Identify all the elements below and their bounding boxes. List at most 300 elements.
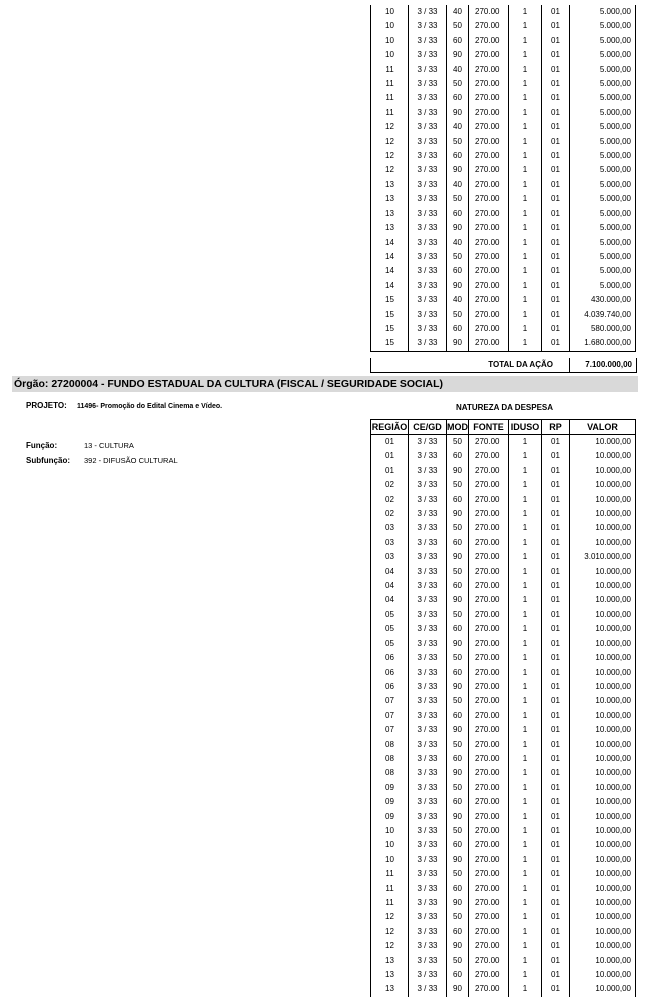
- cell-iduso: 1: [509, 521, 542, 535]
- cell-iduso: 1: [509, 192, 542, 206]
- cell-ce-gd: 3 / 33: [409, 637, 447, 651]
- cell-fonte: 270.00: [469, 738, 509, 752]
- cell-fonte: 270.00: [469, 954, 509, 968]
- cell-regiao: 14: [371, 279, 409, 293]
- cell-regiao: 10: [371, 853, 409, 867]
- table-row: [371, 550, 636, 564]
- cell-rp: 01: [542, 882, 570, 896]
- header-regiao: REGIÃO: [371, 420, 409, 435]
- cell-fonte: 270.00: [469, 149, 509, 163]
- cell-fonte: 270.00: [469, 135, 509, 149]
- cell-regiao: 04: [371, 593, 409, 607]
- table-row: [371, 867, 636, 881]
- cell-mod: 50: [447, 910, 469, 924]
- header-mod: MOD: [447, 420, 469, 435]
- header-fonte: FONTE: [469, 420, 509, 435]
- cell-regiao: 11: [371, 896, 409, 910]
- cell-rp: 01: [542, 781, 570, 795]
- cell-iduso: 1: [509, 279, 542, 293]
- table-row: [371, 464, 636, 478]
- cell-iduso: 1: [509, 120, 542, 134]
- cell-rp: 01: [542, 163, 570, 177]
- cell-rp: 01: [542, 264, 570, 278]
- cell-regiao: 12: [371, 939, 409, 953]
- table-row: [371, 322, 636, 336]
- projeto-line: [26, 401, 222, 410]
- cell-regiao: 14: [371, 236, 409, 250]
- cell-fonte: 270.00: [469, 565, 509, 579]
- cell-valor: 10.000,00: [570, 694, 636, 708]
- cell-mod: 90: [447, 939, 469, 953]
- cell-regiao: 12: [371, 120, 409, 134]
- cell-ce-gd: 3 / 33: [409, 795, 447, 809]
- cell-fonte: 270.00: [469, 550, 509, 564]
- cell-fonte: 270.00: [469, 536, 509, 550]
- cell-valor: 10.000,00: [570, 622, 636, 636]
- cell-regiao: 07: [371, 694, 409, 708]
- cell-regiao: 12: [371, 163, 409, 177]
- cell-valor: 5.000,00: [570, 163, 636, 177]
- cell-mod: 90: [447, 680, 469, 694]
- cell-mod: 90: [447, 550, 469, 564]
- cell-rp: 01: [542, 910, 570, 924]
- cell-ce-gd: 3 / 33: [409, 293, 447, 307]
- cell-regiao: 14: [371, 250, 409, 264]
- cell-regiao: 03: [371, 550, 409, 564]
- cell-fonte: 270.00: [469, 896, 509, 910]
- cell-rp: 01: [542, 308, 570, 322]
- table-row: [371, 810, 636, 824]
- cell-iduso: 1: [509, 250, 542, 264]
- cell-rp: 01: [542, 925, 570, 939]
- table-row: [371, 723, 636, 737]
- cell-iduso: 1: [509, 896, 542, 910]
- projeto-label: PROJETO:: [26, 401, 67, 410]
- cell-iduso: 1: [509, 766, 542, 780]
- cell-mod: 60: [447, 207, 469, 221]
- cell-rp: 01: [542, 77, 570, 91]
- cell-mod: 60: [447, 264, 469, 278]
- cell-valor: 10.000,00: [570, 709, 636, 723]
- cell-mod: 50: [447, 250, 469, 264]
- cell-regiao: 08: [371, 752, 409, 766]
- cell-iduso: 1: [509, 882, 542, 896]
- table-row: [371, 853, 636, 867]
- cell-ce-gd: 3 / 33: [409, 536, 447, 550]
- cell-iduso: 1: [509, 308, 542, 322]
- cell-mod: 50: [447, 19, 469, 33]
- table-row: [371, 882, 636, 896]
- cell-ce-gd: 3 / 33: [409, 982, 447, 996]
- cell-valor: 5.000,00: [570, 63, 636, 77]
- table-row: [371, 77, 636, 91]
- cell-fonte: 270.00: [469, 478, 509, 492]
- cell-valor: 10.000,00: [570, 766, 636, 780]
- cell-regiao: 05: [371, 637, 409, 651]
- cell-ce-gd: 3 / 33: [409, 766, 447, 780]
- cell-fonte: 270.00: [469, 853, 509, 867]
- cell-iduso: 1: [509, 752, 542, 766]
- cell-regiao: 10: [371, 838, 409, 852]
- cell-regiao: 12: [371, 135, 409, 149]
- cell-rp: 01: [542, 178, 570, 192]
- cell-ce-gd: 3 / 33: [409, 954, 447, 968]
- cell-mod: 50: [447, 77, 469, 91]
- table-row: [371, 264, 636, 278]
- cell-iduso: 1: [509, 608, 542, 622]
- cell-fonte: 270.00: [469, 637, 509, 651]
- table-row: [371, 135, 636, 149]
- table-row: [371, 896, 636, 910]
- cell-regiao: 09: [371, 810, 409, 824]
- cell-fonte: 270.00: [469, 336, 509, 351]
- cell-fonte: 270.00: [469, 824, 509, 838]
- table-row: [371, 120, 636, 134]
- cell-fonte: 270.00: [469, 939, 509, 953]
- cell-fonte: 270.00: [469, 882, 509, 896]
- table-row: [371, 279, 636, 293]
- cell-fonte: 270.00: [469, 106, 509, 120]
- table-row: [371, 666, 636, 680]
- table-row: [371, 925, 636, 939]
- cell-rp: 01: [542, 120, 570, 134]
- cell-rp: 01: [542, 478, 570, 492]
- cell-iduso: 1: [509, 910, 542, 924]
- cell-ce-gd: 3 / 33: [409, 149, 447, 163]
- cell-ce-gd: 3 / 33: [409, 838, 447, 852]
- cell-iduso: 1: [509, 709, 542, 723]
- table-row: [371, 63, 636, 77]
- cell-ce-gd: 3 / 33: [409, 63, 447, 77]
- cell-valor: 10.000,00: [570, 637, 636, 651]
- bottom-table-body: [371, 435, 636, 997]
- cell-valor: 10.000,00: [570, 666, 636, 680]
- cell-mod: 90: [447, 336, 469, 351]
- cell-fonte: 270.00: [469, 694, 509, 708]
- cell-mod: 90: [447, 637, 469, 651]
- cell-ce-gd: 3 / 33: [409, 939, 447, 953]
- cell-mod: 60: [447, 925, 469, 939]
- table-row: [371, 795, 636, 809]
- cell-valor: 5.000,00: [570, 34, 636, 48]
- cell-ce-gd: 3 / 33: [409, 738, 447, 752]
- cell-valor: 10.000,00: [570, 738, 636, 752]
- cell-valor: 5.000,00: [570, 135, 636, 149]
- cell-regiao: 15: [371, 336, 409, 351]
- cell-ce-gd: 3 / 33: [409, 507, 447, 521]
- table-row: [371, 48, 636, 62]
- cell-mod: 50: [447, 954, 469, 968]
- cell-fonte: 270.00: [469, 709, 509, 723]
- cell-mod: 40: [447, 236, 469, 250]
- cell-rp: 01: [542, 192, 570, 206]
- table-row: [371, 565, 636, 579]
- cell-fonte: 270.00: [469, 5, 509, 19]
- cell-ce-gd: 3 / 33: [409, 192, 447, 206]
- cell-valor: 10.000,00: [570, 810, 636, 824]
- table-row: [371, 91, 636, 105]
- table-row: [371, 752, 636, 766]
- cell-iduso: 1: [509, 19, 542, 33]
- cell-valor: 10.000,00: [570, 968, 636, 982]
- cell-iduso: 1: [509, 954, 542, 968]
- cell-rp: 01: [542, 536, 570, 550]
- cell-iduso: 1: [509, 135, 542, 149]
- cell-mod: 50: [447, 738, 469, 752]
- cell-ce-gd: 3 / 33: [409, 521, 447, 535]
- cell-ce-gd: 3 / 33: [409, 435, 447, 450]
- cell-mod: 90: [447, 106, 469, 120]
- table-row: [371, 236, 636, 250]
- cell-fonte: 270.00: [469, 264, 509, 278]
- cell-fonte: 270.00: [469, 968, 509, 982]
- cell-regiao: 05: [371, 608, 409, 622]
- table-row: [371, 593, 636, 607]
- cell-valor: 5.000,00: [570, 19, 636, 33]
- table-row: [371, 766, 636, 780]
- cell-mod: 60: [447, 838, 469, 852]
- cell-ce-gd: 3 / 33: [409, 34, 447, 48]
- cell-iduso: 1: [509, 824, 542, 838]
- cell-fonte: 270.00: [469, 651, 509, 665]
- cell-ce-gd: 3 / 33: [409, 336, 447, 351]
- cell-valor: 10.000,00: [570, 882, 636, 896]
- table-row: [371, 608, 636, 622]
- cell-valor: 5.000,00: [570, 149, 636, 163]
- cell-ce-gd: 3 / 33: [409, 163, 447, 177]
- cell-rp: 01: [542, 810, 570, 824]
- cell-regiao: 02: [371, 507, 409, 521]
- cell-rp: 01: [542, 982, 570, 996]
- cell-fonte: 270.00: [469, 493, 509, 507]
- cell-valor: 10.000,00: [570, 565, 636, 579]
- cell-iduso: 1: [509, 507, 542, 521]
- cell-iduso: 1: [509, 207, 542, 221]
- cell-rp: 01: [542, 550, 570, 564]
- cell-regiao: 14: [371, 264, 409, 278]
- cell-iduso: 1: [509, 593, 542, 607]
- cell-valor: 10.000,00: [570, 521, 636, 535]
- cell-regiao: 13: [371, 178, 409, 192]
- cell-regiao: 01: [371, 435, 409, 450]
- cell-fonte: 270.00: [469, 579, 509, 593]
- cell-fonte: 270.00: [469, 867, 509, 881]
- cell-mod: 90: [447, 163, 469, 177]
- cell-regiao: 11: [371, 106, 409, 120]
- cell-regiao: 01: [371, 464, 409, 478]
- cell-rp: 01: [542, 63, 570, 77]
- cell-rp: 01: [542, 521, 570, 535]
- cell-rp: 01: [542, 236, 570, 250]
- cell-regiao: 08: [371, 738, 409, 752]
- cell-fonte: 270.00: [469, 48, 509, 62]
- table-row: [371, 435, 636, 450]
- cell-valor: 10.000,00: [570, 536, 636, 550]
- cell-ce-gd: 3 / 33: [409, 579, 447, 593]
- cell-rp: 01: [542, 464, 570, 478]
- cell-regiao: 04: [371, 579, 409, 593]
- table-row: [371, 982, 636, 996]
- cell-fonte: 270.00: [469, 63, 509, 77]
- cell-rp: 01: [542, 207, 570, 221]
- cell-iduso: 1: [509, 464, 542, 478]
- cell-ce-gd: 3 / 33: [409, 622, 447, 636]
- cell-valor: 5.000,00: [570, 279, 636, 293]
- cell-valor: 10.000,00: [570, 910, 636, 924]
- cell-regiao: 06: [371, 680, 409, 694]
- cell-iduso: 1: [509, 694, 542, 708]
- table-row: [371, 781, 636, 795]
- cell-valor: 10.000,00: [570, 824, 636, 838]
- table-row: [371, 149, 636, 163]
- cell-rp: 01: [542, 738, 570, 752]
- table-row: [371, 536, 636, 550]
- cell-fonte: 270.00: [469, 120, 509, 134]
- table-row: [371, 709, 636, 723]
- cell-rp: 01: [542, 694, 570, 708]
- cell-regiao: 06: [371, 666, 409, 680]
- cell-mod: 60: [447, 882, 469, 896]
- header-ce-gd: CE/GD: [409, 420, 447, 435]
- header-iduso: IDUSO: [509, 420, 542, 435]
- cell-valor: 10.000,00: [570, 838, 636, 852]
- cell-regiao: 10: [371, 5, 409, 19]
- cell-iduso: 1: [509, 637, 542, 651]
- cell-fonte: 270.00: [469, 435, 509, 450]
- cell-iduso: 1: [509, 63, 542, 77]
- cell-iduso: 1: [509, 622, 542, 636]
- cell-rp: 01: [542, 838, 570, 852]
- table-row: [371, 521, 636, 535]
- cell-rp: 01: [542, 752, 570, 766]
- cell-regiao: 13: [371, 954, 409, 968]
- cell-rp: 01: [542, 106, 570, 120]
- cell-valor: 10.000,00: [570, 853, 636, 867]
- cell-valor: 10.000,00: [570, 478, 636, 492]
- cell-fonte: 270.00: [469, 19, 509, 33]
- cell-valor: 5.000,00: [570, 250, 636, 264]
- cell-ce-gd: 3 / 33: [409, 968, 447, 982]
- projeto-code: 11496: [76, 403, 97, 410]
- cell-ce-gd: 3 / 33: [409, 91, 447, 105]
- cell-regiao: 13: [371, 207, 409, 221]
- cell-fonte: 270.00: [469, 521, 509, 535]
- cell-ce-gd: 3 / 33: [409, 449, 447, 463]
- cell-iduso: 1: [509, 106, 542, 120]
- table-row: [371, 824, 636, 838]
- cell-iduso: 1: [509, 322, 542, 336]
- cell-rp: 01: [542, 622, 570, 636]
- cell-regiao: 15: [371, 293, 409, 307]
- cell-fonte: 270.00: [469, 178, 509, 192]
- cell-fonte: 270.00: [469, 77, 509, 91]
- total-value: 7.100.000,00: [585, 360, 632, 369]
- cell-fonte: 270.00: [469, 666, 509, 680]
- cell-ce-gd: 3 / 33: [409, 608, 447, 622]
- cell-regiao: 09: [371, 781, 409, 795]
- cell-valor: 10.000,00: [570, 435, 636, 450]
- cell-fonte: 270.00: [469, 279, 509, 293]
- cell-ce-gd: 3 / 33: [409, 250, 447, 264]
- cell-iduso: 1: [509, 723, 542, 737]
- total-row: [370, 358, 637, 373]
- cell-fonte: 270.00: [469, 795, 509, 809]
- cell-mod: 50: [447, 867, 469, 881]
- subfuncao-value: 392 - DIFUSÃO CULTURAL: [84, 456, 178, 465]
- cell-ce-gd: 3 / 33: [409, 178, 447, 192]
- cell-regiao: 12: [371, 910, 409, 924]
- cell-fonte: 270.00: [469, 810, 509, 824]
- cell-ce-gd: 3 / 33: [409, 279, 447, 293]
- cell-iduso: 1: [509, 91, 542, 105]
- cell-fonte: 270.00: [469, 781, 509, 795]
- total-label: TOTAL DA AÇÃO: [371, 358, 570, 372]
- projeto-desc: - Promoção do Edital Cinema e Vídeo.: [96, 403, 223, 410]
- cell-regiao: 03: [371, 536, 409, 550]
- cell-rp: 01: [542, 19, 570, 33]
- cell-rp: 01: [542, 149, 570, 163]
- cell-ce-gd: 3 / 33: [409, 593, 447, 607]
- cell-fonte: 270.00: [469, 982, 509, 996]
- cell-mod: 90: [447, 48, 469, 62]
- cell-iduso: 1: [509, 810, 542, 824]
- cell-valor: 5.000,00: [570, 264, 636, 278]
- cell-mod: 60: [447, 752, 469, 766]
- cell-iduso: 1: [509, 795, 542, 809]
- table-row: [371, 192, 636, 206]
- cell-regiao: 13: [371, 968, 409, 982]
- cell-mod: 60: [447, 666, 469, 680]
- table-row: [371, 449, 636, 463]
- cell-rp: 01: [542, 493, 570, 507]
- table-row: [371, 221, 636, 235]
- cell-rp: 01: [542, 939, 570, 953]
- cell-valor: 10.000,00: [570, 449, 636, 463]
- cell-fonte: 270.00: [469, 752, 509, 766]
- cell-valor: 5.000,00: [570, 91, 636, 105]
- cell-mod: 90: [447, 853, 469, 867]
- table-row: [371, 250, 636, 264]
- cell-regiao: 07: [371, 709, 409, 723]
- funcao-label: Função:: [26, 441, 58, 450]
- cell-fonte: 270.00: [469, 593, 509, 607]
- cell-fonte: 270.00: [469, 838, 509, 852]
- cell-valor: 10.000,00: [570, 651, 636, 665]
- cell-mod: 50: [447, 435, 469, 450]
- cell-iduso: 1: [509, 867, 542, 881]
- header-rp: RP: [542, 420, 570, 435]
- cell-mod: 40: [447, 63, 469, 77]
- cell-fonte: 270.00: [469, 221, 509, 235]
- cell-mod: 60: [447, 536, 469, 550]
- subfuncao-label: Subfunção:: [26, 456, 70, 465]
- table-row: [371, 968, 636, 982]
- cell-fonte: 270.00: [469, 163, 509, 177]
- cell-iduso: 1: [509, 536, 542, 550]
- cell-valor: 430.000,00: [570, 293, 636, 307]
- cell-ce-gd: 3 / 33: [409, 896, 447, 910]
- table-row: [371, 336, 636, 351]
- cell-valor: 10.000,00: [570, 867, 636, 881]
- cell-iduso: 1: [509, 336, 542, 351]
- cell-mod: 90: [447, 982, 469, 996]
- table-row: [371, 207, 636, 221]
- cell-rp: 01: [542, 666, 570, 680]
- cell-rp: 01: [542, 34, 570, 48]
- cell-iduso: 1: [509, 838, 542, 852]
- cell-valor: 580.000,00: [570, 322, 636, 336]
- cell-valor: 5.000,00: [570, 120, 636, 134]
